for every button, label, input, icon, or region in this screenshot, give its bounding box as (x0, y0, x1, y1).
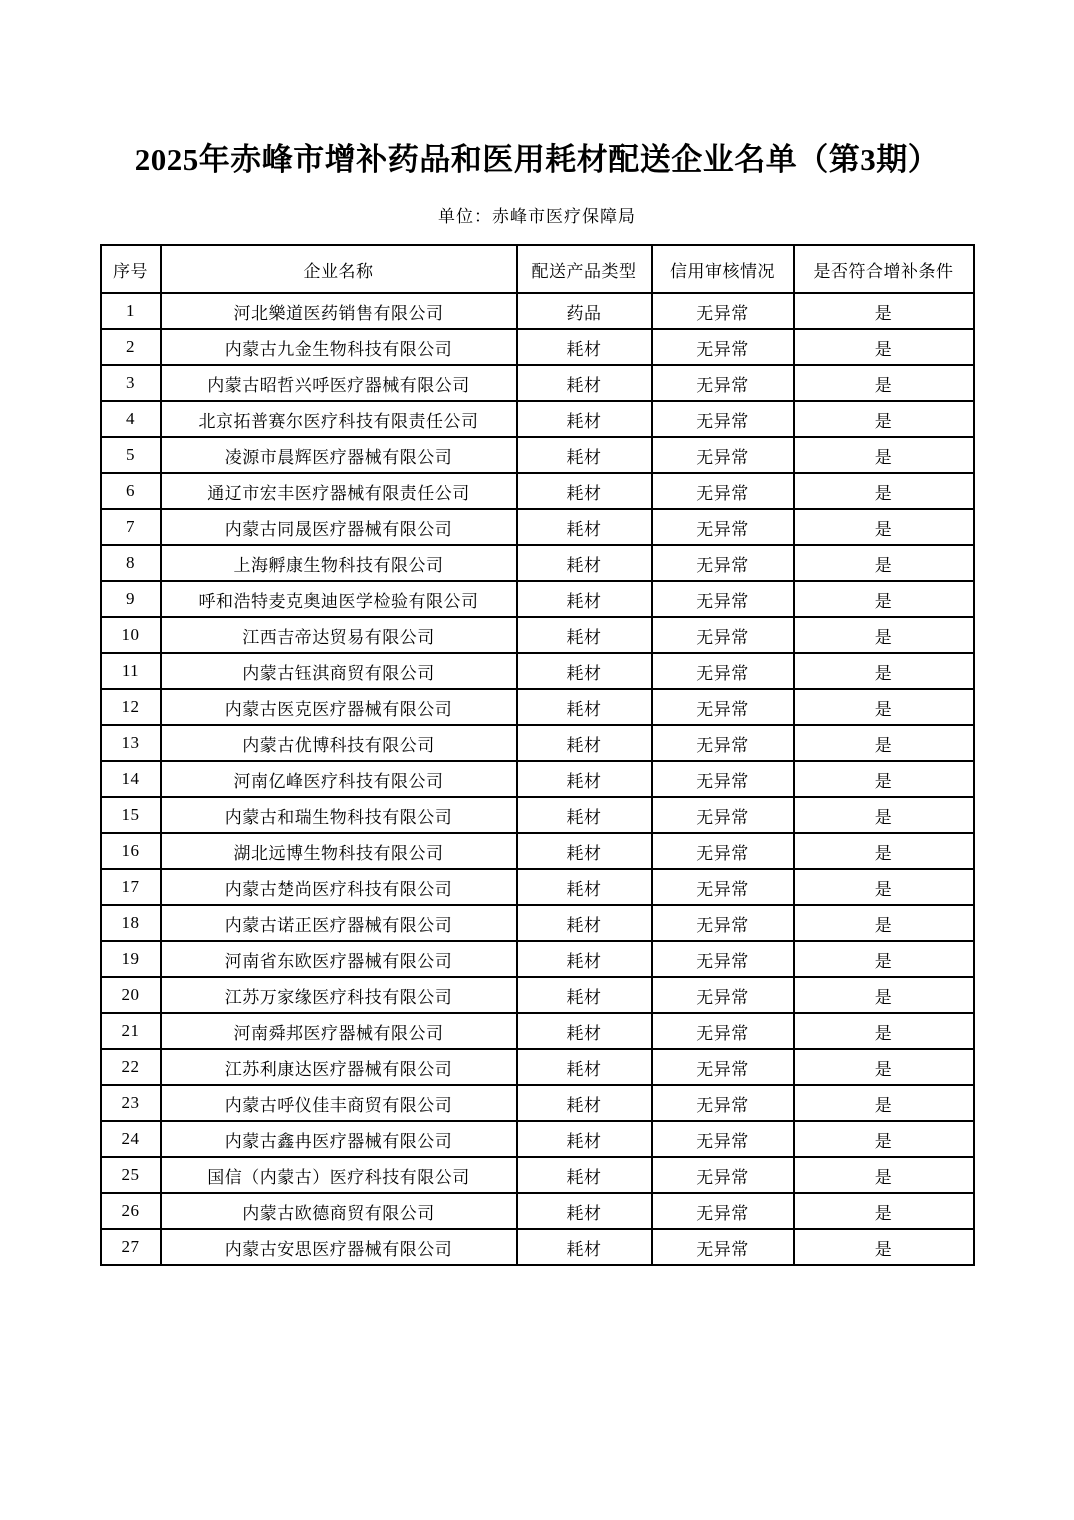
cell-company-name: 内蒙古安思医疗器械有限公司 (161, 1229, 517, 1265)
cell-product-type: 耗材 (517, 797, 652, 833)
cell-eligibility: 是 (794, 761, 974, 797)
cell-eligibility: 是 (794, 437, 974, 473)
cell-index: 16 (101, 833, 161, 869)
cell-company-name: 北京拓普赛尔医疗科技有限责任公司 (161, 401, 517, 437)
cell-credit-review: 无异常 (652, 761, 794, 797)
table-row (101, 401, 974, 437)
column-header-company-name: 企业名称 (161, 245, 517, 293)
cell-eligibility: 是 (794, 869, 974, 905)
table-row (101, 689, 974, 725)
cell-eligibility: 是 (794, 653, 974, 689)
cell-index: 17 (101, 869, 161, 905)
cell-credit-review: 无异常 (652, 293, 794, 329)
cell-product-type: 药品 (517, 293, 652, 329)
cell-credit-review: 无异常 (652, 941, 794, 977)
cell-credit-review: 无异常 (652, 1121, 794, 1157)
cell-eligibility: 是 (794, 617, 974, 653)
table-row (101, 545, 974, 581)
cell-eligibility: 是 (794, 1157, 974, 1193)
cell-company-name: 河南亿峰医疗科技有限公司 (161, 761, 517, 797)
table-row (101, 725, 974, 761)
column-header-index: 序号 (101, 245, 161, 293)
cell-index: 2 (101, 329, 161, 365)
cell-eligibility: 是 (794, 977, 974, 1013)
cell-eligibility: 是 (794, 1229, 974, 1265)
cell-product-type: 耗材 (517, 1013, 652, 1049)
cell-product-type: 耗材 (517, 905, 652, 941)
cell-company-name: 河南省东欧医疗器械有限公司 (161, 941, 517, 977)
cell-eligibility: 是 (794, 905, 974, 941)
cell-credit-review: 无异常 (652, 365, 794, 401)
cell-eligibility: 是 (794, 941, 974, 977)
cell-eligibility: 是 (794, 509, 974, 545)
cell-product-type: 耗材 (517, 473, 652, 509)
cell-index: 23 (101, 1085, 161, 1121)
cell-eligibility: 是 (794, 725, 974, 761)
cell-company-name: 河北樂道医药销售有限公司 (161, 293, 517, 329)
cell-company-name: 上海孵康生物科技有限公司 (161, 545, 517, 581)
enterprise-roster-table (100, 244, 975, 1266)
cell-eligibility: 是 (794, 689, 974, 725)
cell-credit-review: 无异常 (652, 1229, 794, 1265)
cell-product-type: 耗材 (517, 1085, 652, 1121)
cell-index: 13 (101, 725, 161, 761)
table-row (101, 1013, 974, 1049)
cell-company-name: 内蒙古优博科技有限公司 (161, 725, 517, 761)
cell-product-type: 耗材 (517, 437, 652, 473)
cell-credit-review: 无异常 (652, 1085, 794, 1121)
cell-index: 26 (101, 1193, 161, 1229)
cell-product-type: 耗材 (517, 725, 652, 761)
table-row (101, 437, 974, 473)
cell-eligibility: 是 (794, 1193, 974, 1229)
cell-credit-review: 无异常 (652, 509, 794, 545)
cell-eligibility: 是 (794, 581, 974, 617)
cell-company-name: 内蒙古同晟医疗器械有限公司 (161, 509, 517, 545)
table-row (101, 653, 974, 689)
table-row (101, 329, 974, 365)
cell-index: 20 (101, 977, 161, 1013)
cell-product-type: 耗材 (517, 617, 652, 653)
table-row (101, 1157, 974, 1193)
table-row (101, 1049, 974, 1085)
cell-eligibility: 是 (794, 1049, 974, 1085)
cell-product-type: 耗材 (517, 1193, 652, 1229)
cell-credit-review: 无异常 (652, 905, 794, 941)
column-header-product-type: 配送产品类型 (517, 245, 652, 293)
cell-product-type: 耗材 (517, 581, 652, 617)
table-body (101, 293, 974, 1265)
cell-credit-review: 无异常 (652, 617, 794, 653)
cell-credit-review: 无异常 (652, 581, 794, 617)
table-row (101, 941, 974, 977)
cell-company-name: 呼和浩特麦克奥迪医学检验有限公司 (161, 581, 517, 617)
table-row (101, 977, 974, 1013)
cell-index: 5 (101, 437, 161, 473)
cell-credit-review: 无异常 (652, 869, 794, 905)
table-row (101, 761, 974, 797)
table-row (101, 833, 974, 869)
cell-product-type: 耗材 (517, 1229, 652, 1265)
cell-eligibility: 是 (794, 1121, 974, 1157)
cell-product-type: 耗材 (517, 1049, 652, 1085)
cell-company-name: 通辽市宏丰医疗器械有限责任公司 (161, 473, 517, 509)
cell-index: 1 (101, 293, 161, 329)
cell-company-name: 国信（内蒙古）医疗科技有限公司 (161, 1157, 517, 1193)
cell-eligibility: 是 (794, 329, 974, 365)
cell-index: 14 (101, 761, 161, 797)
cell-product-type: 耗材 (517, 689, 652, 725)
cell-company-name: 内蒙古鑫冉医疗器械有限公司 (161, 1121, 517, 1157)
page-title: 2025年赤峰市增补药品和医用耗材配送企业名单（第3期） (134, 142, 940, 177)
table-row (101, 1229, 974, 1265)
cell-index: 15 (101, 797, 161, 833)
cell-index: 6 (101, 473, 161, 509)
cell-credit-review: 无异常 (652, 797, 794, 833)
cell-credit-review: 无异常 (652, 833, 794, 869)
cell-eligibility: 是 (794, 797, 974, 833)
cell-index: 21 (101, 1013, 161, 1049)
cell-eligibility: 是 (794, 473, 974, 509)
cell-eligibility: 是 (794, 833, 974, 869)
cell-credit-review: 无异常 (652, 401, 794, 437)
cell-eligibility: 是 (794, 1085, 974, 1121)
cell-credit-review: 无异常 (652, 653, 794, 689)
cell-company-name: 内蒙古医克医疗器械有限公司 (161, 689, 517, 725)
cell-company-name: 江西吉帝达贸易有限公司 (161, 617, 517, 653)
cell-product-type: 耗材 (517, 977, 652, 1013)
cell-index: 11 (101, 653, 161, 689)
cell-product-type: 耗材 (517, 833, 652, 869)
cell-index: 4 (101, 401, 161, 437)
table-row (101, 509, 974, 545)
table-row (101, 1193, 974, 1229)
table-row (101, 1085, 974, 1121)
table-row (101, 365, 974, 401)
cell-company-name: 内蒙古和瑞生物科技有限公司 (161, 797, 517, 833)
cell-product-type: 耗材 (517, 869, 652, 905)
cell-index: 25 (101, 1157, 161, 1193)
cell-credit-review: 无异常 (652, 1049, 794, 1085)
cell-credit-review: 无异常 (652, 473, 794, 509)
cell-company-name: 湖北远博生物科技有限公司 (161, 833, 517, 869)
cell-eligibility: 是 (794, 365, 974, 401)
cell-product-type: 耗材 (517, 509, 652, 545)
table-row (101, 797, 974, 833)
cell-credit-review: 无异常 (652, 329, 794, 365)
cell-product-type: 耗材 (517, 653, 652, 689)
cell-credit-review: 无异常 (652, 725, 794, 761)
table-row (101, 617, 974, 653)
table-row (101, 869, 974, 905)
cell-credit-review: 无异常 (652, 977, 794, 1013)
cell-company-name: 内蒙古欧德商贸有限公司 (161, 1193, 517, 1229)
cell-index: 19 (101, 941, 161, 977)
cell-product-type: 耗材 (517, 1157, 652, 1193)
cell-index: 12 (101, 689, 161, 725)
cell-credit-review: 无异常 (652, 437, 794, 473)
cell-credit-review: 无异常 (652, 1013, 794, 1049)
cell-product-type: 耗材 (517, 365, 652, 401)
cell-product-type: 耗材 (517, 401, 652, 437)
cell-index: 3 (101, 365, 161, 401)
cell-index: 9 (101, 581, 161, 617)
cell-eligibility: 是 (794, 401, 974, 437)
column-header-credit-review: 信用审核情况 (652, 245, 794, 293)
cell-index: 7 (101, 509, 161, 545)
issuing-unit-line: 单位：赤峰市医疗保障局 (438, 207, 636, 226)
cell-index: 18 (101, 905, 161, 941)
cell-company-name: 内蒙古钰淇商贸有限公司 (161, 653, 517, 689)
table-row (101, 473, 974, 509)
cell-company-name: 江苏利康达医疗器械有限公司 (161, 1049, 517, 1085)
table-header-row (101, 245, 974, 293)
table-row (101, 1121, 974, 1157)
cell-product-type: 耗材 (517, 545, 652, 581)
cell-credit-review: 无异常 (652, 689, 794, 725)
cell-index: 24 (101, 1121, 161, 1157)
cell-index: 8 (101, 545, 161, 581)
cell-credit-review: 无异常 (652, 1157, 794, 1193)
cell-product-type: 耗材 (517, 329, 652, 365)
table-row (101, 581, 974, 617)
cell-eligibility: 是 (794, 545, 974, 581)
cell-product-type: 耗材 (517, 1121, 652, 1157)
cell-company-name: 凌源市晨辉医疗器械有限公司 (161, 437, 517, 473)
cell-index: 10 (101, 617, 161, 653)
cell-company-name: 内蒙古楚尚医疗科技有限公司 (161, 869, 517, 905)
cell-eligibility: 是 (794, 1013, 974, 1049)
cell-company-name: 内蒙古呼仪佳丰商贸有限公司 (161, 1085, 517, 1121)
cell-company-name: 内蒙古九金生物科技有限公司 (161, 329, 517, 365)
cell-company-name: 河南舜邦医疗器械有限公司 (161, 1013, 517, 1049)
cell-product-type: 耗材 (517, 761, 652, 797)
cell-company-name: 江苏万家缘医疗科技有限公司 (161, 977, 517, 1013)
cell-credit-review: 无异常 (652, 545, 794, 581)
cell-eligibility: 是 (794, 293, 974, 329)
table-row (101, 905, 974, 941)
cell-index: 27 (101, 1229, 161, 1265)
cell-company-name: 内蒙古诺正医疗器械有限公司 (161, 905, 517, 941)
cell-product-type: 耗材 (517, 941, 652, 977)
cell-index: 22 (101, 1049, 161, 1085)
cell-credit-review: 无异常 (652, 1193, 794, 1229)
table-row (101, 293, 974, 329)
column-header-eligibility: 是否符合增补条件 (794, 245, 974, 293)
cell-company-name: 内蒙古昭哲兴呼医疗器械有限公司 (161, 365, 517, 401)
